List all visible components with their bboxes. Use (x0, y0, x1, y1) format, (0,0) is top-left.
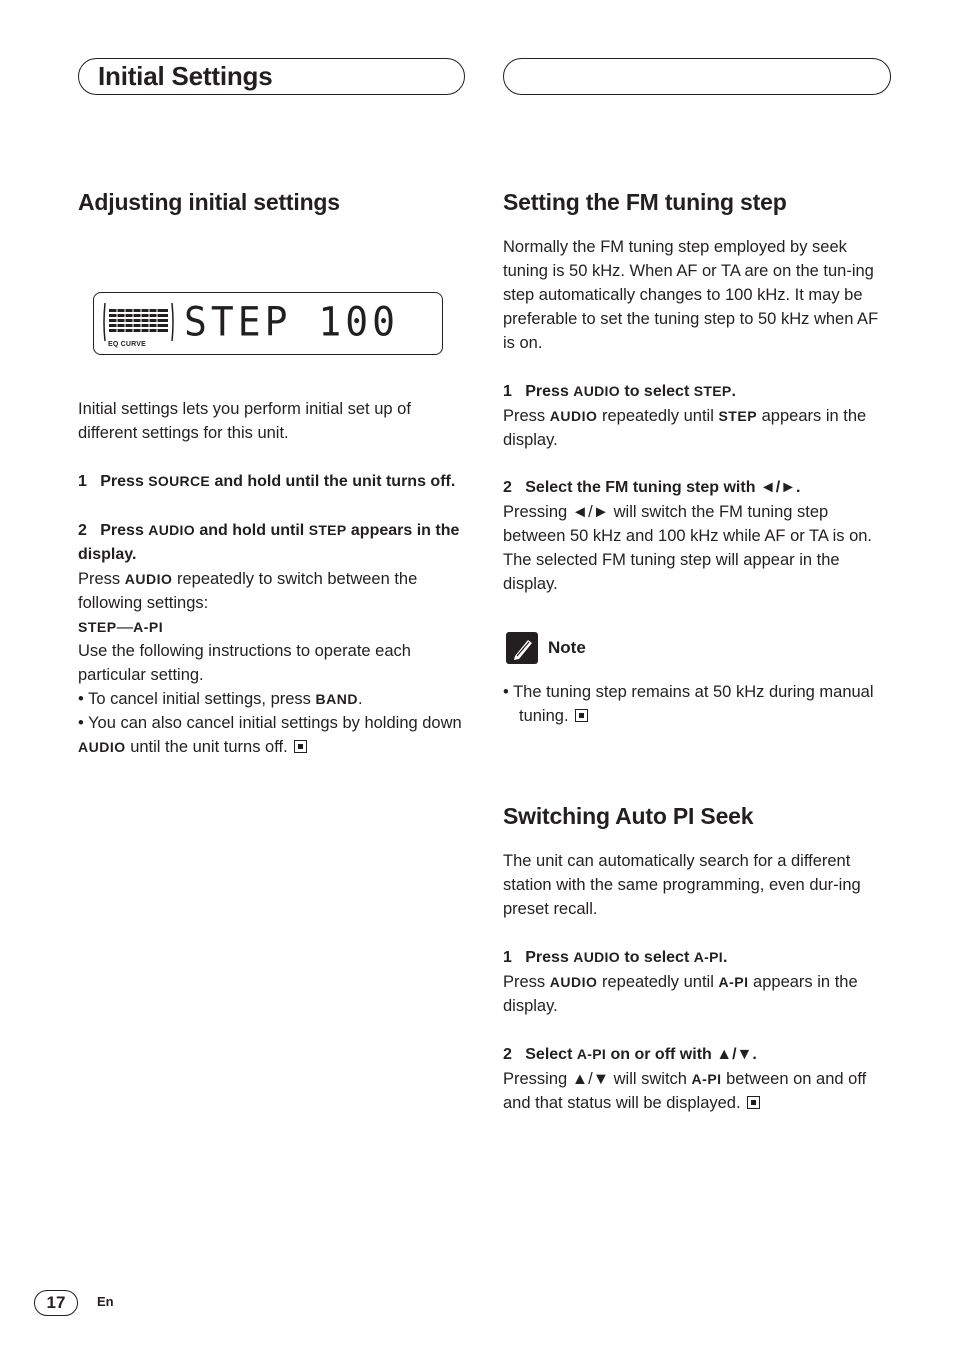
fm-step-1-body: Press AUDIO repeatedly until STEP appears in the display. (503, 407, 867, 449)
fm-intro: Normally the FM tuning step employed by seek tuning is 50 kHz. When AF or TA are on the tun-ing step automatically changes to 100 kHz. It may be preferable to set the tuning step to 50 kHz when AF is on. (503, 238, 879, 352)
api-step-2-body: Pressing ▲/▼ will switch A-PI between on and off and that status will be displayed. (503, 1070, 867, 1112)
end-mark-icon (575, 709, 588, 722)
eq-curve-label: EQ CURVE (108, 341, 147, 348)
end-mark-icon (747, 1096, 760, 1109)
bullet-hold-audio: • You can also cancel initial settings by holding down AUDIO until the unit turns off. (78, 714, 462, 756)
bullet-cancel: • To cancel initial settings, press BAND. (78, 690, 363, 708)
right-column (503, 186, 893, 1115)
heading-fm-tuning-step: Setting the FM tuning step (503, 189, 787, 215)
page-number: 17 (34, 1290, 78, 1316)
note-header (503, 632, 893, 664)
end-mark-icon (294, 740, 307, 753)
step-1-heading: 1 Press SOURCE and hold until the unit turns off. (78, 473, 456, 490)
api-step-1-heading: 1 Press AUDIO to select A-PI. (503, 949, 728, 966)
left-column (78, 186, 468, 759)
api-step-2-heading: 2 Select A-PI on or off with ▲/▼. (503, 1046, 757, 1063)
display-illustration (93, 292, 443, 355)
fm-step-2-body: Pressing ◄/► will switch the FM tuning step between 50 kHz and 100 kHz while AF or TA is on. The selected FM tuning step will appear in the display. (503, 503, 873, 593)
step-2-body-2: Use the following instructions to operate each particular setting. (78, 642, 411, 684)
step-2-body: Press AUDIO repeatedly to switch between the following settings: (78, 570, 418, 612)
display-text: STEP 100 (184, 298, 400, 346)
api-step-1-body: Press AUDIO repeatedly until A-PI appears in the display. (503, 973, 858, 1015)
language-label: En (97, 1294, 114, 1309)
step-2-heading: 2 Press AUDIO and hold until STEP appears in the display. (78, 522, 460, 563)
fm-step-1-heading: 1 Press AUDIO to select STEP. (503, 383, 736, 400)
intro-text: Initial settings lets you perform initial set up of different settings for this unit. (78, 400, 411, 442)
heading-auto-pi-seek: Switching Auto PI Seek (503, 803, 754, 829)
fm-step-2-heading: 2 Select the FM tuning step with ◄/►. (503, 479, 801, 496)
api-intro: The unit can automatically search for a different station with the same programming, even dur-ing preset recall. (503, 852, 861, 918)
section-header-frame-empty (503, 58, 891, 95)
pencil-note-icon (506, 632, 538, 664)
section-title: Initial Settings (98, 61, 273, 91)
heading-adjusting-initial-settings: Adjusting initial settings (78, 189, 340, 215)
settings-sequence: STEP—A-PI (78, 618, 164, 636)
note-item: • The tuning step remains at 50 kHz during manual tuning. (503, 683, 874, 725)
note-label: Note (548, 638, 586, 657)
